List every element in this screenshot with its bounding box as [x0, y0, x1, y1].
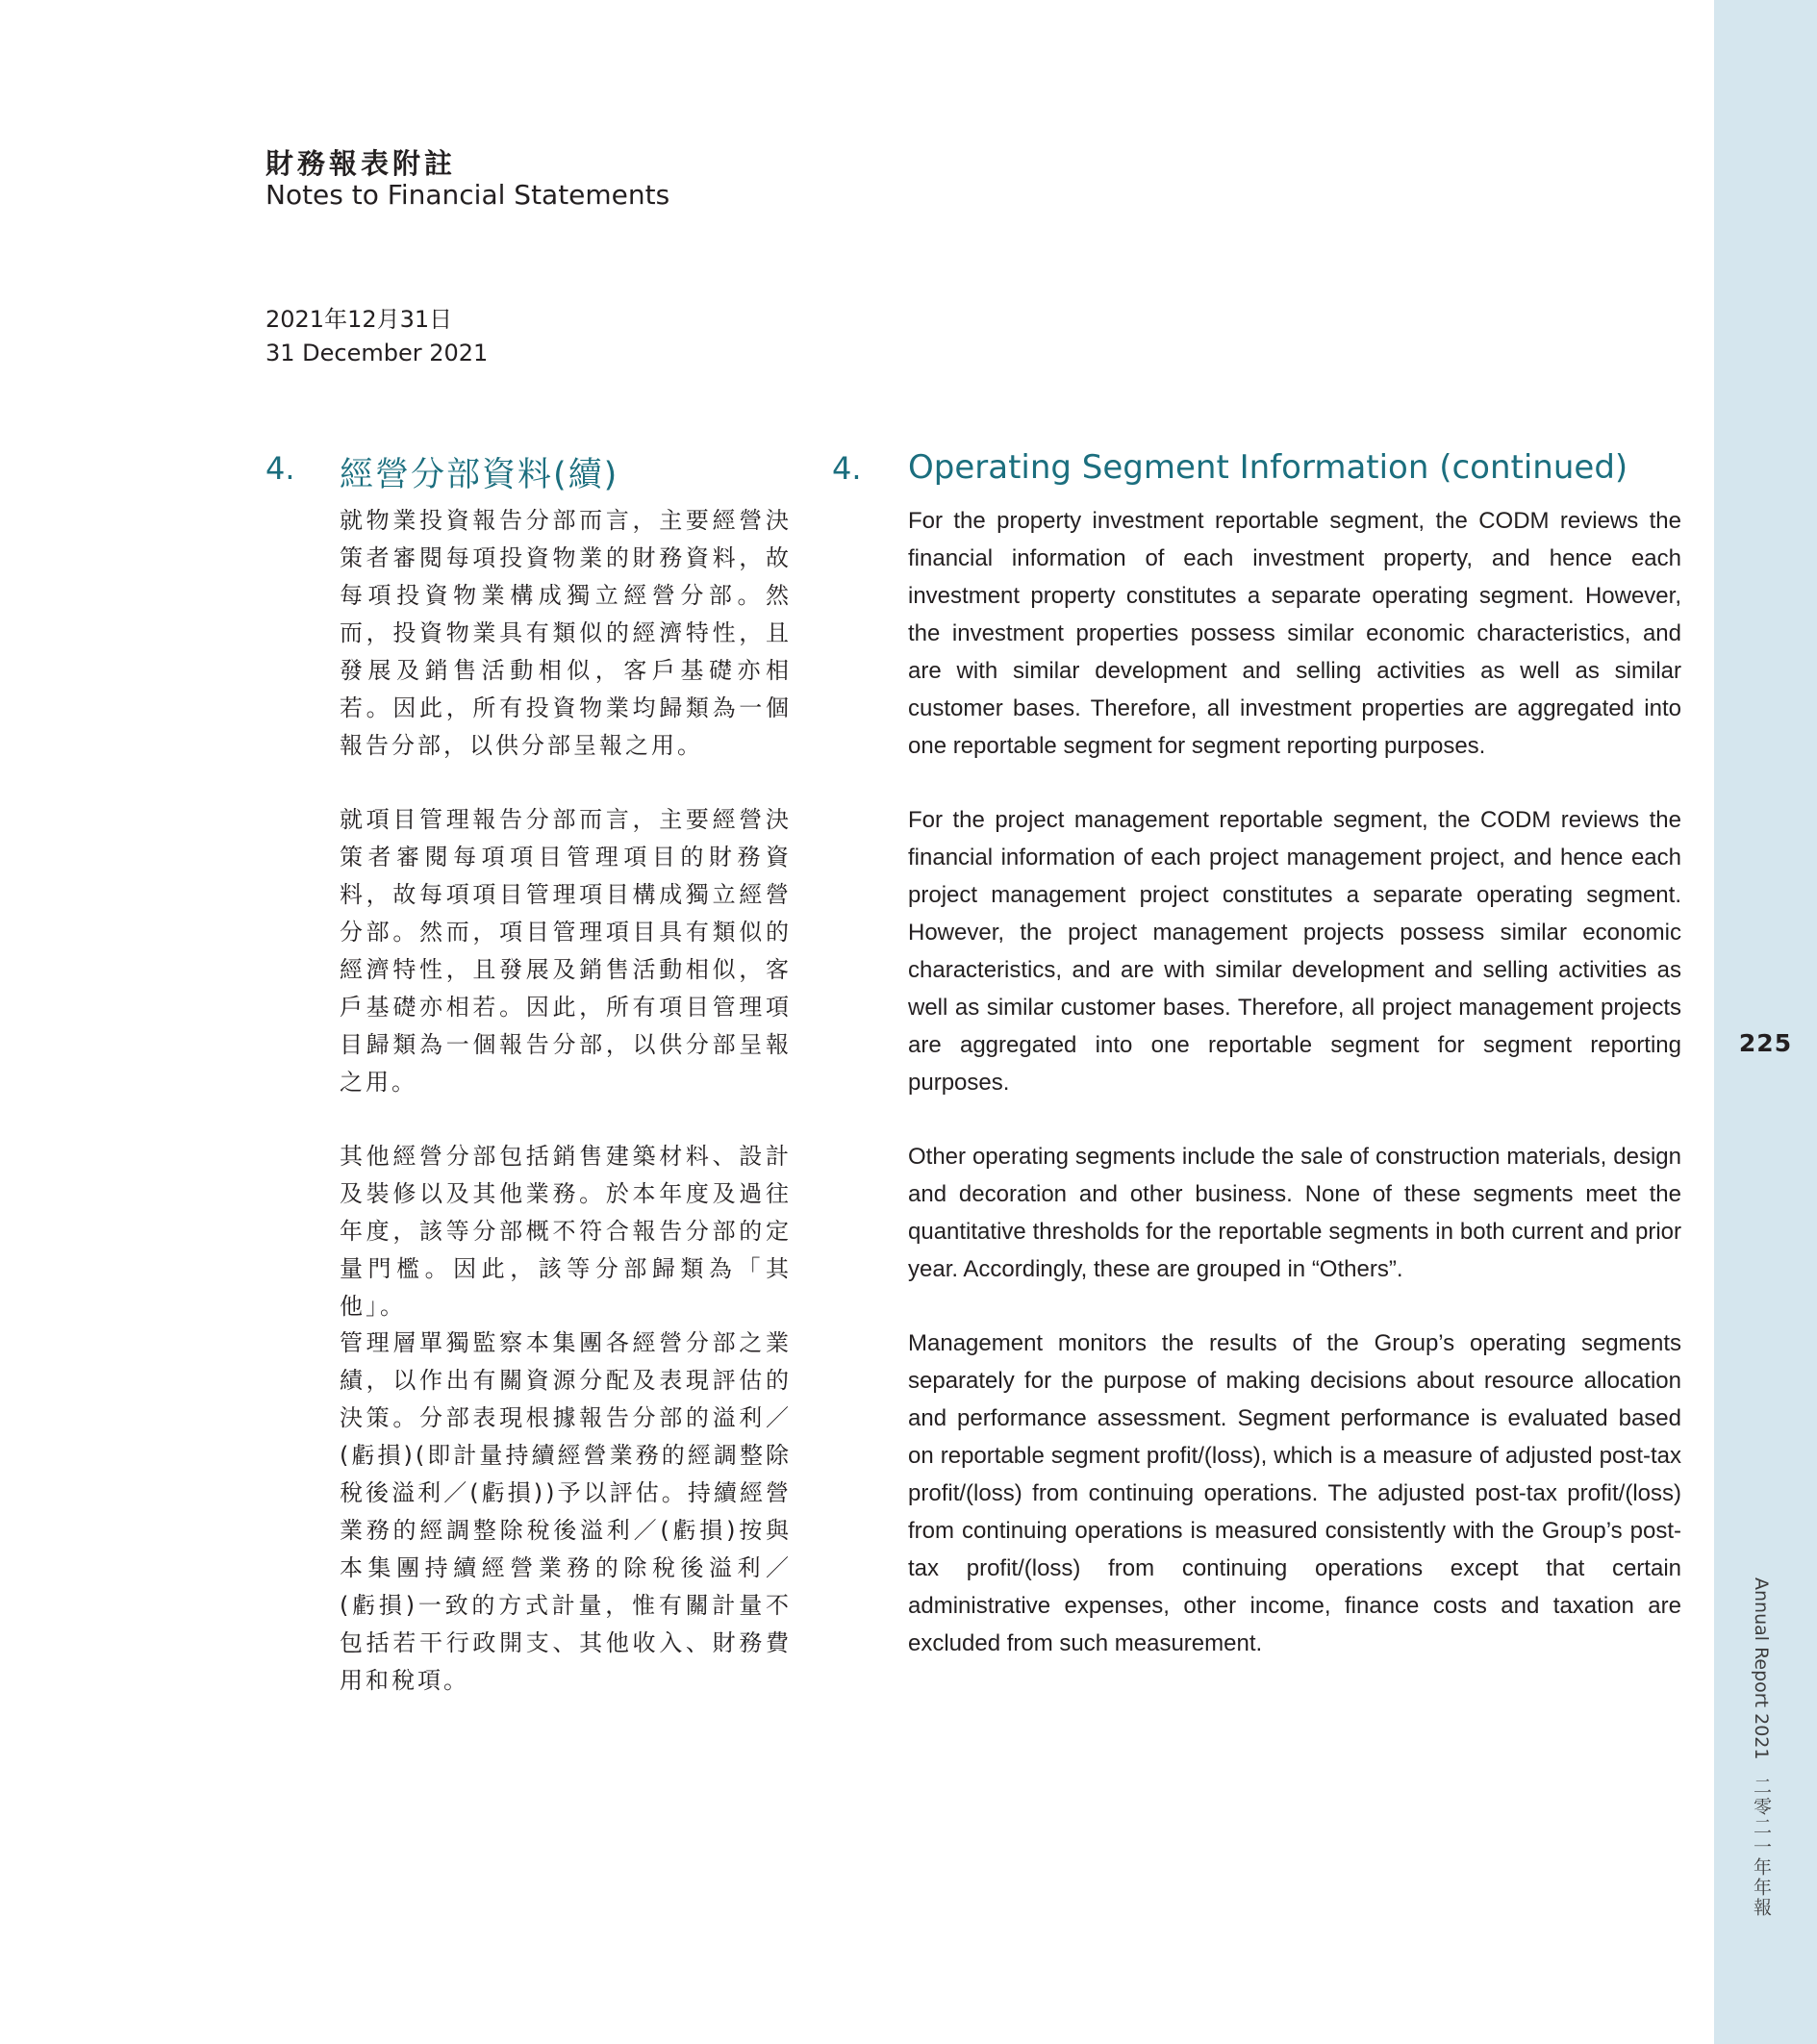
report-footer	[1749, 1577, 1775, 1918]
paragraph-zh-property-investment: 就物業投資報告分部而言，主要經營決策者審閱每項投資物業的財務資料，故每項投資物業構成獨立經營分部。然而，投資物業具有類似的經濟特性，且發展及銷售活動相似，客戶基礎亦相若。因此，所有投資物業均歸類為一個報告分部，以供分部呈報之用。	[340, 507, 792, 759]
header-title-zh: 財務報表附註	[265, 147, 457, 180]
paragraph-en-project-management: For the project management reportable segment, the CODM reviews the financial information of each project management project, and hence each project management project constitutes a separate operating segment. However, the project management projects possess similar economic characteristics, and are with similar development and selling activities as well as similar customer bases. Therefore, all project management projects are aggregated into one reportable segment for segment reporting purposes.	[908, 807, 1681, 1096]
paragraph-zh-project-management: 就項目管理報告分部而言，主要經營決策者審閱每項項目管理項目的財務資料，故每項項目管理項目構成獨立經營分部。然而，項目管理項目具有類似的經濟特性，且發展及銷售活動相似，客戶基礎亦相若。因此，所有項目管理項目歸類為一個報告分部，以供分部呈報之用。	[340, 806, 792, 1096]
section-title-en: Operating Segment Information (continued)	[908, 448, 1628, 487]
date-en: 31 December 2021	[265, 340, 489, 366]
section-number-en: 4.	[832, 450, 862, 487]
paragraph-en-segment-performance: Management monitors the results of the Group’s operating segments separately for the purpose of making decisions about resource allocation and performance assessment. Segment performance is evaluated based on reportable segment profit/(loss), which is a measure of adjusted post-tax profit/(loss) from continuing operations. The adjusted post-tax profit/(loss) from continuing operations is measured consistently with the Group’s post-tax profit/(loss) from continuing operations except that certain administrative expenses, other income, finance costs and taxation are excluded from such measurement.	[908, 1330, 1681, 1656]
section-title-zh: 經營分部資料(續)	[340, 456, 619, 494]
report-title-zh: 二零二一年年報	[1751, 1777, 1772, 1919]
page-number: 225	[1738, 1029, 1793, 1057]
section-number-zh: 4.	[265, 450, 295, 487]
paragraph-en-property-investment: For the property investment reportable segment, the CODM reviews the financial information of each investment property, and hence each investment property constitutes a separate operating segment. However, the investment properties possess similar economic characteristics, and are with similar development and selling activities as well as similar customer bases. Therefore, all investment properties are aggregated into one reportable segment for segment reporting purposes.	[908, 508, 1681, 759]
paragraph-zh-segment-performance: 管理層單獨監察本集團各經營分部之業績，以作出有關資源分配及表現評估的決策。分部表現根據報告分部的溢利／(虧損)(即計量持續經營業務的經調整除稅後溢利／(虧損))予以評估。持續經營業務的經調整除稅後溢利／(虧損)按與本集團持續經營業務的除稅後溢利／(虧損)一致的方式計量，惟有關計量不包括若干行政開支、其他收入、財務費用和稅項。	[340, 1329, 792, 1694]
header-title-en: Notes to Financial Statements	[265, 179, 670, 211]
report-title-en: Annual Report 2021	[1751, 1577, 1772, 1760]
paragraph-en-other-segments: Other operating segments include the sale of construction materials, design and decoration and other business. None of these segments meet the quantitative thresholds for the reportable segments in both current and prior year. Accordingly, these are grouped in “Others”.	[908, 1144, 1681, 1282]
date-zh: 2021年12月31日	[265, 306, 453, 333]
paragraph-zh-other-segments: 其他經營分部包括銷售建築材料、設計及裝修以及其他業務。於本年度及過往年度，該等分部概不符合報告分部的定量門檻。因此，該等分部歸類為「其他」。	[340, 1143, 792, 1320]
